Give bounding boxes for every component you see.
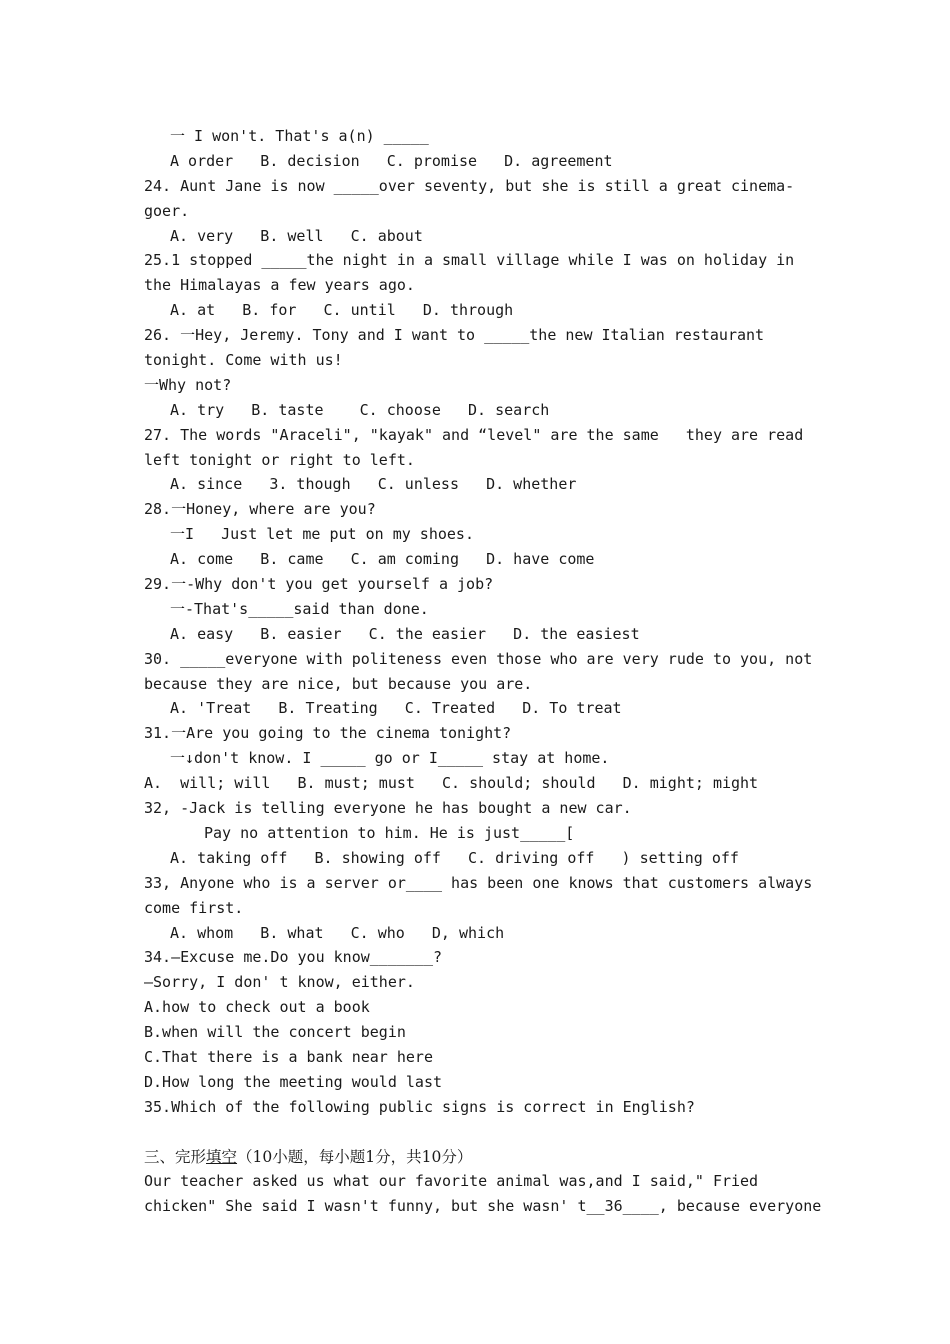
q29-stem: 29.一-Why don't you get yourself a job? xyxy=(144,575,494,594)
q24-options: A. very B. well C. about xyxy=(170,226,423,245)
section-heading-underlined: 填空 xyxy=(206,1147,238,1166)
q27-stem-cont: left tonight or right to left. xyxy=(144,450,415,469)
q34-option-a: A.how to check out a book xyxy=(144,998,370,1017)
q33-options: A. whom B. what C. who D, which xyxy=(170,923,505,942)
q31-options: A. will; will B. must; must C. should; should D. might; might xyxy=(144,774,759,793)
q28-options: A. come B. came C. am coming D. have come xyxy=(170,550,595,569)
q23-answer-line: 一 I won't. That's a(n) _____ xyxy=(170,127,429,145)
q34-option-d: D.How long the meeting would last xyxy=(144,1072,443,1091)
q25-stem-cont: the Himalayas a few years ago. xyxy=(144,276,415,295)
q27-options: A. since 3. though C. unless D. whether xyxy=(170,475,577,494)
section-heading-suffix: （10小题，每小题1分，共10分） xyxy=(237,1147,473,1166)
q26-stem: 26. 一Hey, Jeremy. Tony and I want to _____the new Italian restaurant xyxy=(144,326,765,345)
q35-stem: 35.Which of the following public signs is correct in English? xyxy=(144,1097,695,1116)
q28-reply: 一I Just let me put on my shoes. xyxy=(170,525,474,544)
q33-stem: 33, Anyone who is a server or____ has been one knows that customers always xyxy=(144,873,813,892)
q27-stem: 27. The words "Araceli", "kayak" and “level" are the same they are read xyxy=(144,425,804,444)
q23-options: A order B. decision C. promise D. agreement xyxy=(170,151,613,170)
q32-options: A. taking off B. showing off C. driving off ) setting off xyxy=(170,848,739,867)
q29-options: A. easy B. easier C. the easier D. the easiest xyxy=(170,624,640,643)
q30-stem-cont: because they are nice, but because you are. xyxy=(144,674,533,693)
passage-line-1: Our teacher asked us what our favorite animal was,and I said," Fried xyxy=(144,1172,759,1191)
q26-options: A. try B. taste C. choose D. search xyxy=(170,400,550,419)
q28-stem: 28.一Honey, where are you? xyxy=(144,500,376,519)
q29-reply: 一-That's_____said than done. xyxy=(170,599,429,618)
q34-option-c: C.That there is a bank near here xyxy=(144,1047,433,1066)
section-heading-prefix: 三、完形 xyxy=(144,1147,207,1166)
q31-stem: 31.一Are you going to the cinema tonight? xyxy=(144,724,512,743)
q30-options: A. 'Treat B. Treating C. Treated D. To treat xyxy=(170,699,622,718)
q34-option-b: B.when will the concert begin xyxy=(144,1023,406,1042)
q32-reply: Pay no attention to him. He is just_____[ xyxy=(204,823,575,842)
q24-stem-cont: goer. xyxy=(144,201,190,220)
q33-stem-cont: come first. xyxy=(144,898,244,917)
section-heading xyxy=(144,1145,814,1170)
section-spacer xyxy=(144,1120,814,1145)
q32-stem: 32, -Jack is telling everyone he has bought a new car. xyxy=(144,799,632,818)
q30-stem: 30. _____everyone with politeness even those who are very rude to you, not xyxy=(144,649,813,668)
q25-stem: 25.1 stopped _____the night in a small village while I was on holiday in xyxy=(144,251,795,270)
q26-reply: 一Why not? xyxy=(144,375,232,394)
q26-stem-cont: tonight. Come with us! xyxy=(144,351,343,370)
exam-page xyxy=(144,124,822,1219)
q24-stem: 24. Aunt Jane is now _____over seventy, but she is still a great cinema- xyxy=(144,176,795,195)
q34-stem: 34.—Excuse me.Do you know_______? xyxy=(144,948,443,967)
q25-options: A. at B. for C. until D. through xyxy=(170,301,514,320)
passage-line-2: chicken" She said I wasn't funny, but she wasn' t__36____, because everyone xyxy=(144,1197,822,1216)
q31-reply: 一↓don't know. I _____ go or I_____ stay at home. xyxy=(170,749,610,768)
q34-reply: —Sorry, I don' t know, either. xyxy=(144,973,415,992)
